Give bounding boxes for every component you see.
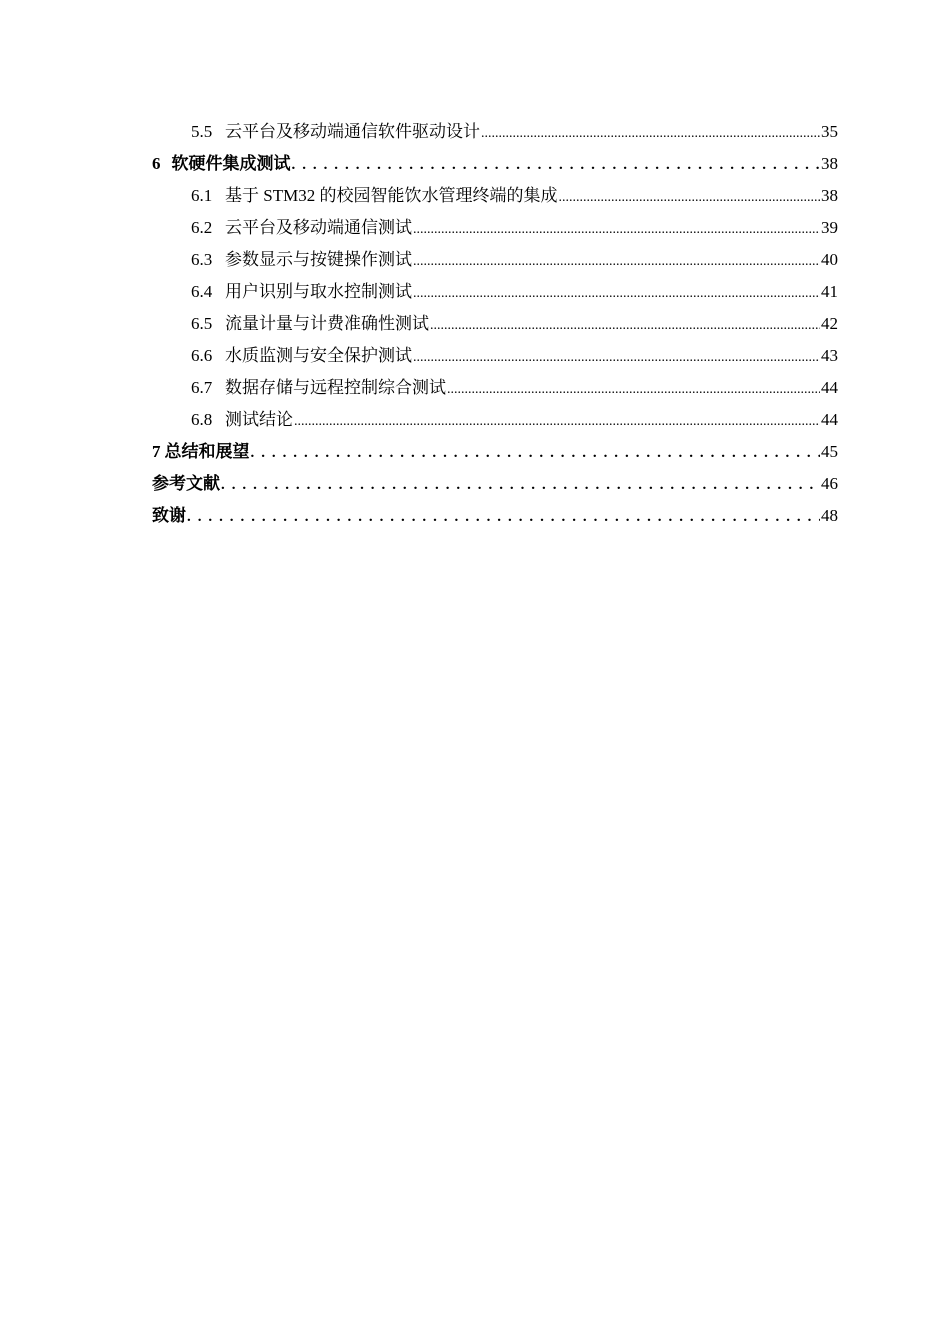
dot-leader <box>413 340 820 374</box>
toc-entry[interactable] <box>152 212 838 244</box>
toc-entry-title: 参考文献 <box>152 474 220 493</box>
toc-chapter-entry[interactable] <box>152 148 838 180</box>
toc-entry-page: 39 <box>821 218 838 237</box>
toc-entry-number: 7 <box>152 442 161 461</box>
toc-entry-title: 流量计量与计费准确性测试 <box>225 314 429 333</box>
toc-entry-page: 44 <box>821 378 838 397</box>
dot-leader <box>221 468 820 501</box>
toc-entry-title: 云平台及移动端通信软件驱动设计 <box>225 122 480 141</box>
toc-entry-title: 数据存储与远程控制综合测试 <box>225 378 446 397</box>
toc-entry-number: 6.7 <box>191 378 213 397</box>
toc-entry[interactable] <box>152 308 838 340</box>
dot-leader <box>292 148 821 181</box>
dot-leader <box>413 276 820 310</box>
table-of-contents <box>152 116 838 532</box>
toc-entry-number: 6.6 <box>191 346 213 365</box>
toc-entry-title: 总结和展望 <box>164 442 250 461</box>
toc-entry-page: 42 <box>821 314 838 333</box>
toc-entry[interactable] <box>152 372 838 404</box>
toc-entry-page: 35 <box>821 122 838 141</box>
toc-entry-title: 参数显示与按键操作测试 <box>225 250 412 269</box>
toc-entry-number: 6.4 <box>191 282 213 301</box>
toc-entry-page: 38 <box>821 154 838 173</box>
toc-entry-number: 6.1 <box>191 186 213 205</box>
toc-entry[interactable] <box>152 116 838 148</box>
toc-entry-page: 46 <box>821 474 838 493</box>
toc-entry-title: 用户识别与取水控制测试 <box>225 282 412 301</box>
dot-leader <box>447 372 820 406</box>
toc-entry-number: 6 <box>152 154 161 173</box>
toc-entry-page: 43 <box>821 346 838 365</box>
dot-leader <box>294 404 820 438</box>
toc-entry-title: 软硬件集成测试 <box>171 154 291 173</box>
toc-chapter-entry[interactable] <box>152 500 838 532</box>
toc-entry[interactable] <box>152 244 838 276</box>
toc-entry-title: 水质监测与安全保护测试 <box>225 346 412 365</box>
toc-entry[interactable] <box>152 404 838 436</box>
toc-entry-page: 48 <box>821 506 838 525</box>
toc-entry-title: 云平台及移动端通信测试 <box>225 218 412 237</box>
toc-entry-number: 6.5 <box>191 314 213 333</box>
toc-entry-title: 基于 STM32 的校园智能饮水管理终端的集成 <box>225 186 558 205</box>
toc-entry-page: 44 <box>821 410 838 429</box>
toc-entry-number: 6.3 <box>191 250 213 269</box>
toc-entry-page: 38 <box>821 186 838 205</box>
toc-entry[interactable] <box>152 340 838 372</box>
toc-chapter-entry[interactable] <box>152 436 838 468</box>
toc-entry-page: 40 <box>821 250 838 269</box>
toc-entry[interactable] <box>152 276 838 308</box>
toc-entry-number: 6.8 <box>191 410 213 429</box>
toc-entry-number: 5.5 <box>191 122 213 141</box>
dot-leader <box>251 436 821 469</box>
toc-entry[interactable] <box>152 180 838 212</box>
dot-leader <box>430 308 820 342</box>
toc-entry-page: 45 <box>821 442 838 461</box>
toc-entry-title: 测试结论 <box>225 410 293 429</box>
dot-leader <box>413 212 820 246</box>
dot-leader <box>481 116 820 150</box>
dot-leader <box>187 500 820 533</box>
dot-leader <box>413 244 820 278</box>
dot-leader <box>558 180 820 214</box>
toc-entry-page: 41 <box>821 282 838 301</box>
toc-entry-title: 致谢 <box>152 506 186 525</box>
toc-entry-number: 6.2 <box>191 218 213 237</box>
toc-chapter-entry[interactable] <box>152 468 838 500</box>
